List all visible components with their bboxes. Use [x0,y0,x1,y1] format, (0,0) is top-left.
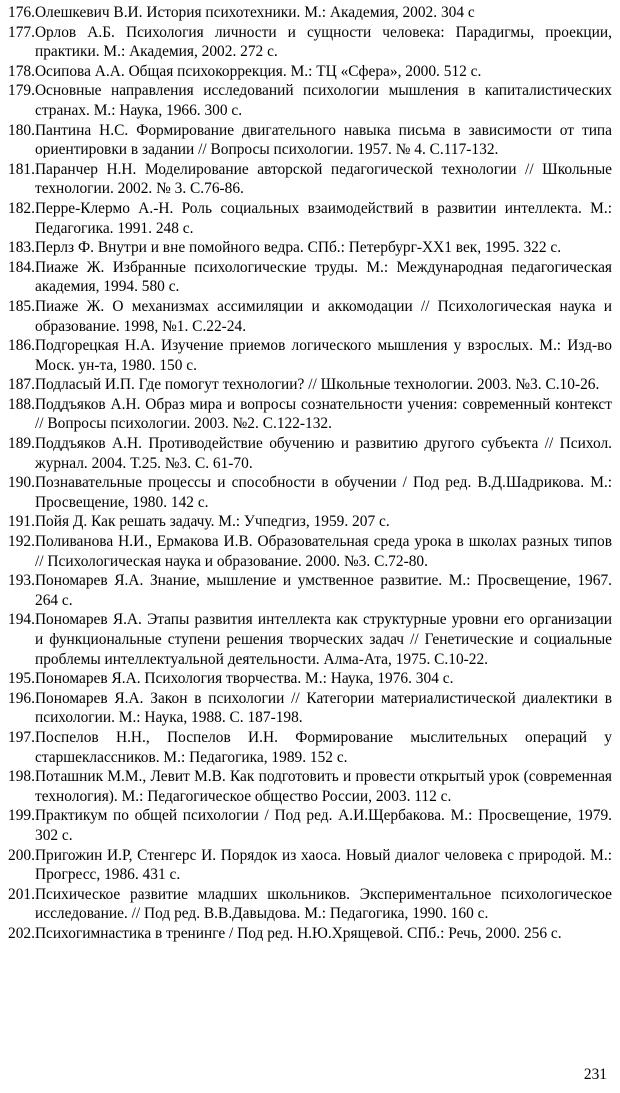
entry-number: 184. [8,258,35,276]
entry-number: 177. [8,23,35,41]
entry-number: 200. [8,846,35,864]
bibliography-entry-179 [8,81,612,120]
bibliography-entry-196 [8,689,612,728]
entry-number: 183. [8,239,35,257]
entry-text: Пойя Д. Как решать задачу. М.: Учпедгиз, 1959. 207 с. [34,513,390,531]
entry-number: 194. [8,611,35,629]
entry-text: Пантина Н.С. Формирование двигательного навыка письма в зависимости от типа ориентировки в задании // Вопросы психологии. 1957. № 4. С.117-132. [34,121,612,159]
entry-text: Поспелов Н.Н., Поспелов И.Н. Формирование мыслительных операций у старшеклассников. М.: Педагогика, 1989. 152 с. [34,728,612,766]
bibliography-entry-186 [8,336,612,375]
bibliography-entry-190 [8,473,612,512]
entry-text: Поддъяков А.Н. Противодействие обучению и развитию другого субъекта // Психол. журнал. 2004. Т.25. №3. С. 61-70. [34,435,612,472]
entry-number: 190. [8,474,35,492]
entry-text: Пономарев Я.А. Знание, мышление и умственное развитие. М.: Просвещение, 1967. 264 с. [34,572,612,609]
page-number: 231 [583,1066,607,1083]
bibliography-entry-194 [8,610,612,669]
entry-text: Психогимнастика в тренинге / Под ред. Н.Ю.Хрящевой. СПб.: Речь, 2000. 256 с. [34,924,562,942]
entry-number: 202. [8,924,35,942]
entry-text: Олешкевич В.И. История психотехники. М.: Академия, 2002. 304 с [34,4,475,21]
bibliography-entry-180 [8,121,612,160]
entry-text: Пономарев Я.А. Закон в психологии // Категории материалистической диалектики в психологии. М.: Наука, 1988. С. 187-198. [34,689,612,727]
entry-number: 180. [8,121,35,139]
entry-text: Перре-Клермо А.-Н. Роль социальных взаимодействий в развитии интеллекта. М.: Педагогика. 1991. 248 с. [34,199,612,237]
entry-number: 185. [8,297,35,315]
entry-text: Практикум по общей психологии / Под ред. А.И.Щербакова. М.: Просвещение, 1979. 302 с. [34,807,612,844]
entry-text: Поддъяков А.Н. Образ мира и вопросы сознательности учения: современный контекст // Вопросы психологии. 2003. №2. С.122-132. [34,395,612,433]
entry-text: Перлз Ф. Внутри и вне помойного ведра. СПб.: Петербург-ХХ1 век, 1995. 322 с. [34,239,562,257]
bibliography-entry-200 [8,846,612,885]
bibliography-entry-193 [8,571,612,610]
entry-number: 196. [8,689,35,707]
bibliography-entry-201 [8,885,612,924]
entry-number: 179. [8,82,35,100]
entry-text: Орлов А.Б. Психология личности и сущности человека: Парадигмы, проекции, практики. М.: Академия, 2002. 272 с. [34,23,612,61]
entry-text: Основные направления исследований психологии мышления в капиталистических странах. М.: Наука, 1966. 300 с. [34,82,612,119]
bibliography-entry-188 [8,395,612,434]
entry-number: 189. [8,435,35,453]
entry-number: 192. [8,533,35,551]
entry-text: Паранчер Н.Н. Моделирование авторской педагогической технологии // Школьные технологии. 2002. № 3. С.76-86. [34,160,612,198]
bibliography-entry-197 [8,728,612,767]
entry-text: Пригожин И.Р, Стенгерс И. Порядок из хаоса. Новый диалог человека с природой. М.: Прогресс, 1986. 431 с. [34,846,612,884]
entry-number: 195. [8,670,35,688]
entry-text: Осипова А.А. Общая психокоррекция. М.: ТЦ «Сфера», 2000. 512 с. [34,62,482,80]
bibliography-list [8,3,612,944]
entry-number: 187. [8,376,35,394]
entry-number: 181. [8,160,35,178]
entry-number: 197. [8,728,35,746]
entry-number: 182. [8,199,35,217]
entry-number: 186. [8,337,35,355]
entry-text: Пономарев Я.А. Этапы развития интеллекта как структурные уровни его организации и функциональные ступени решения творческих задач // Генетические и социальные проблемы интеллектуальной деятельности. Алма-Ата, 1975. С.10-22. [34,611,612,668]
bibliography-entry-191 [8,512,612,532]
bibliography-entry-185 [8,297,612,336]
bibliography-entry-182 [8,199,612,238]
entry-number: 188. [8,395,35,413]
bibliography-entry-184 [8,258,612,297]
bibliography-entry-176 [8,3,612,23]
bibliography-entry-187 [8,375,612,395]
entry-text: Поливанова Н.И., Ермакова И.В. Образовательная среда урока в школах разных типов // Психологическая наука и образование. 2000. №3. С.72-80. [34,533,612,570]
entry-number: 199. [8,807,35,825]
entry-number: 193. [8,572,35,590]
bibliography-entry-195 [8,669,612,689]
entry-number: 201. [8,885,35,903]
entry-text: Познавательные процессы и способности в обучении / Под ред. В.Д.Шадрикова. М.: Просвещение, 1980. 142 с. [34,474,612,511]
bibliography-entry-183 [8,238,612,258]
bibliography-entry-189 [8,434,612,473]
entry-text: Пиаже Ж. О механизмах ассимиляции и аккомодации // Психологическая наука и образование. 1998, №1. С.22-24. [34,297,612,335]
entry-number: 176. [8,4,35,21]
entry-text: Пиаже Ж. Избранные психологические труды. М.: Международная педагогическая академия, 1994. 580 с. [34,258,612,296]
bibliography-entry-192 [8,532,612,571]
entry-text: Поташник М.М., Левит М.В. Как подготовить и провести открытый урок (современная технология). М.: Педагогическое общество России, 2003. 112 с. [34,768,612,805]
entry-text: Подгорецкая Н.А. Изучение приемов логического мышления у взрослых. М.: Изд-во Моск. ун-та, 1980. 150 с. [34,337,612,374]
bibliography-entry-178 [8,62,612,82]
bibliography-entry-177 [8,23,612,62]
entry-text: Подласый И.П. Где помогут технологии? // Школьные технологии. 2003. №3. С.10-26. [34,376,600,394]
entry-number: 191. [8,513,35,531]
bibliography-entry-202 [8,924,612,944]
entry-text: Пономарев Я.А. Психология творчества. М.: Наука, 1976. 304 с. [34,670,454,688]
entry-number: 198. [8,768,35,786]
bibliography-entry-198 [8,767,612,806]
bibliography-entry-199 [8,806,612,845]
bibliography-entry-181 [8,160,612,199]
entry-number: 178. [8,62,35,80]
entry-text: Психическое развитие младших школьников. Экспериментальное психологическое исследование. // Под ред. В.В.Давыдова. М.: Педагогика, 1990. 160 с. [34,885,612,923]
